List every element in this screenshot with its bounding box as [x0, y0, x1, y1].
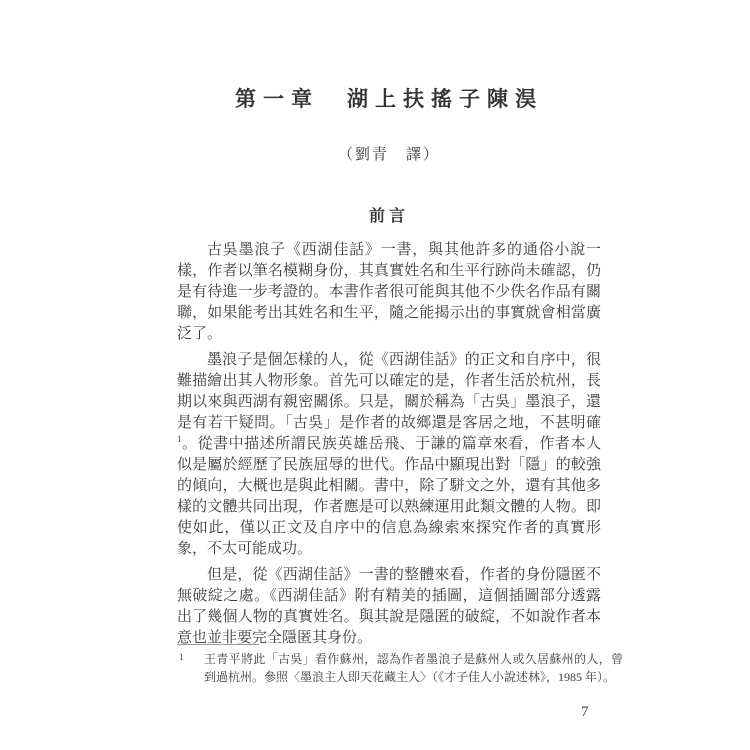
translator-line: （劉青 譯） [337, 147, 440, 163]
paragraph-2-text-after-note: 。從書中描述所謂民族英雄岳飛、于謙的篇章來看，作者本人似是屬於經歷了民族屈辱的世代。作品中顯現出對「隱」的較強的傾向，大概也是與此相關。書中，除了駢文之外，還有其他多樣的文體共同出現，作者應是可以熟練運用此類文體的人物。即使如此，僅以正文及自序中的信息為線索來探究作者的真實形象，不太可能成功。 [177, 436, 601, 557]
footnote [177, 651, 623, 686]
page-number: 7 [581, 704, 589, 720]
footnote-marker: 1 [179, 652, 184, 662]
paragraph-2 [177, 350, 601, 560]
section-heading: 前言 [368, 208, 409, 225]
footnote-text: 王青平將此「古吳」看作蘇州，認為作者墨浪子是蘇州人或久居蘇州的人，曾到過杭州。參照〈墨浪主人即天花藏主人〉（《才子佳人小說述林》，1985 年）。 [204, 652, 623, 684]
paragraph-3: 但是，從《西湖佳話》一書的整體來看，作者的身份隱匿不無破綻之處。《西湖佳話》附有精美的插圖，這個插圖部分透露出了幾個人物的真實姓名。與其說是隱匿的破綻，不如說作者本意也並非要完全隱匿其身份。 [177, 567, 601, 646]
footnote-divider [177, 644, 259, 645]
body-text [177, 240, 601, 654]
paragraph-2-text-before-note: 墨浪子是個怎樣的人，從《西湖佳話》的正文和自序中，很難描繪出其人物形象。首先可以確定的是，作者生活於杭州，長期以來與西湖有親密關係。只是，關於稱為「古吳」墨浪子，還是有若干疑問。「古吳」是作者的故鄉還是客居之地，不甚明確 [177, 352, 601, 431]
footnote-reference: 1 [177, 434, 182, 444]
paragraph-1: 古吳墨浪子《西湖佳話》一書，與其他許多的通俗小說一樣，作者以筆名模糊身份，其真實姓名和生平行跡尚未確認，仍是有待進一步考證的。本書作者很可能與其他不少佚名作品有關聯，如果能考出其姓名和生平，隨之能揭示出的事實就會相當廣泛了。 [177, 242, 601, 342]
chapter-title: 第一章 湖上扶搖子陳淏 [235, 87, 543, 111]
